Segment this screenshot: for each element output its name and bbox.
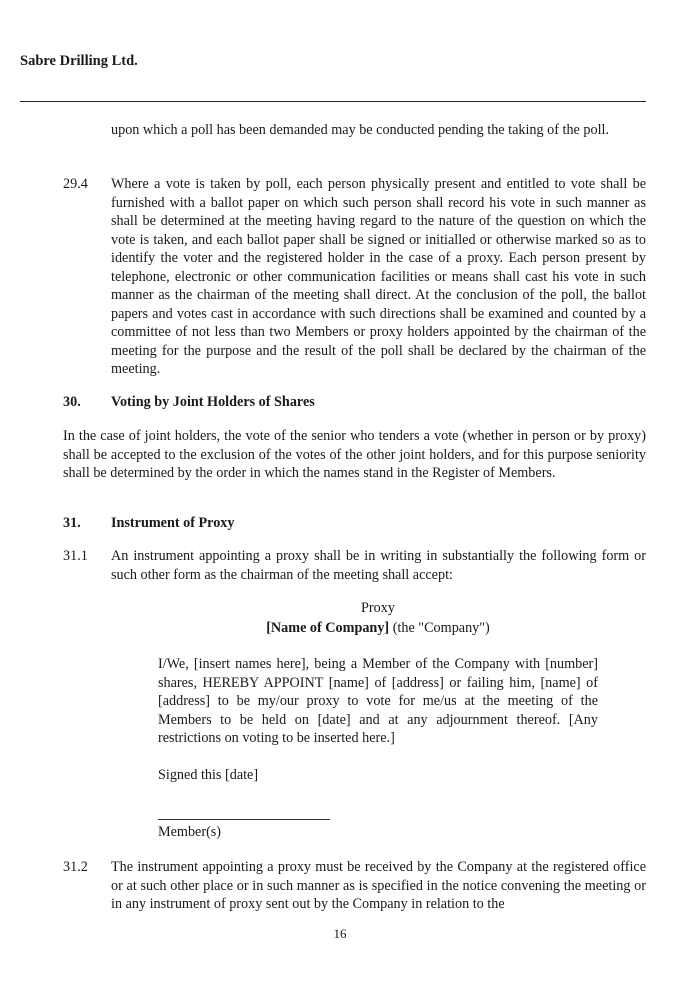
clause-31-2-text: The instrument appointing a proxy must be received by the Company at the registered office or at such other place or in such manner as is specified in the notice convening the meeting or in any instrument of proxy sent out by the Company in relation to the [111,859,646,912]
section-31-title: Instrument of Proxy [111,515,235,531]
clause-29-4-text: Where a vote is taken by poll, each person physically present and entitled to vote shall be furnished with a ballot paper on which such person shall record his vote in such manner as shall be determined at the meeting having regard to the nature of the question on which the vote is taken, and each ballot paper shall be signed or initialled or otherwise marked so as to identify the voter and the registered holder in the case of a proxy. Each person present by telephone, electronic or other communication facilities or means shall cast his vote in such manner as the chairman of the meeting shall direct. At the conclusion of the poll, the ballot papers and votes cast in accordance with such directions shall be examined and counted by a committee of not less than two Members or proxy holders appointed by the chairman of the meeting for the purpose and the result of the poll shall be declared by the chairman of the meeting. [111,176,646,377]
continuation-paragraph: upon which a poll has been demanded may be conducted pending the taking of the poll. [111,122,610,138]
clause-31-1-text: An instrument appointing a proxy shall be in writing in substantially the following form or such other form as the chairman of the meeting shall accept: [111,548,646,583]
clause-31-1-number: 31.1 [63,548,88,564]
section-30-number: 30. [63,394,81,410]
proxy-company-line [158,619,598,638]
company-header: Sabre Drilling Ltd. [20,53,138,69]
proxy-member-label: Member(s) [158,824,222,840]
proxy-heading: Proxy [361,600,395,616]
proxy-signed-line: Signed this [date] [158,767,259,783]
page-number: 16 [333,926,347,941]
clause-31-2-number: 31.2 [63,859,88,875]
signature-line [158,819,330,820]
proxy-company-name: [Name of Company] [266,620,390,636]
section-31-number: 31. [63,515,81,531]
proxy-body: I/We, [insert names here], being a Member of the Company with [number] shares, HEREBY APPOINT [name] of [address] or failing him, [name] of [address] to be my/our proxy to vote for me/us at the meeting of the Members to be held on [date] and at any adjournment thereof. [Any restrictions on voting to be inserted here.] [158,656,598,746]
clause-29-4-number: 29.4 [63,176,88,192]
section-30-title: Voting by Joint Holders of Shares [111,394,315,410]
header-rule [20,101,646,102]
proxy-company-suffix: (the "Company") [389,620,490,636]
section-30-text: In the case of joint holders, the vote of the senior who tenders a vote (whether in person or by proxy) shall be accepted to the exclusion of the votes of the other joint holders, and for this purpose seniority shall be determined by the order in which the names stand in the Register of Members. [63,428,646,481]
